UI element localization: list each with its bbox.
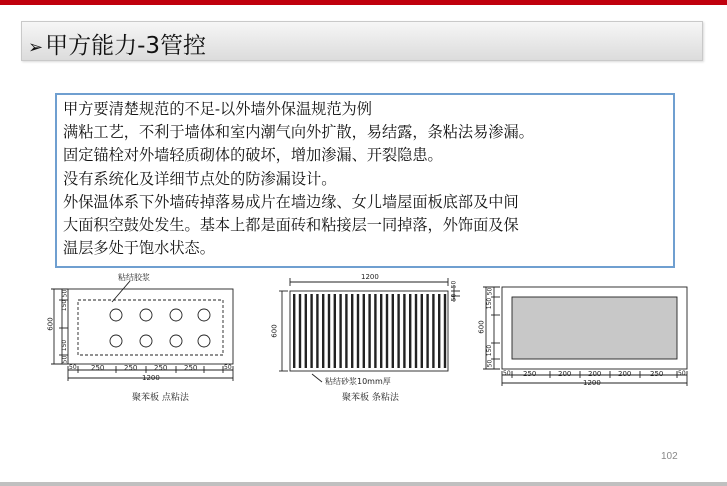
bonding-strip [432,294,434,368]
bonding-strip [328,294,330,368]
bottom-dim: 250 [650,370,664,378]
text-line: 没有系统化及详细节点处的防渗漏设计。 [63,169,337,188]
bottom-dim: 250 [154,364,168,372]
bonding-strip [305,294,307,368]
strip-label: 粘结砂浆10mm厚 [325,377,391,386]
bonding-strip [374,294,376,368]
bonding-strip [357,294,359,368]
bonding-strip [293,294,295,368]
bonding-strip [403,294,405,368]
side-dim: 50 [450,280,458,289]
width-dim: 1200 [361,273,379,281]
title-banner [21,21,703,61]
figure-strip-bonding [270,272,465,412]
width-dim: 1200 [583,379,601,387]
side-dim: 150 [486,344,494,357]
bonding-strip [368,294,370,368]
bottom-rule [0,482,727,486]
text-line: 固定锚栓对外墙轻质砌体的破坏，增加渗漏、开裂隐患。 [63,146,443,165]
bottom-dim: 200 [618,370,632,378]
bonding-strip [299,294,301,368]
page-number: 102 [661,451,678,462]
bonding-strips [293,294,446,368]
bonding-strip [334,294,336,368]
bonding-strip [386,294,388,368]
arrow-bullet-icon: ➢ [28,37,44,58]
slide-title-text: 甲方能力-3管控 [45,33,207,59]
bottom-dim: 50 [678,370,686,377]
bonding-strip [363,294,365,368]
bottom-dim: 200 [588,370,602,378]
text-line: 大面积空鼓处发生。基本上都是面砖和粘接层一同掉落，外饰面及保 [63,216,519,235]
bonding-strip [339,294,341,368]
figure-caption: 聚苯板 点粘法 [132,393,189,403]
bonding-strip [322,294,324,368]
bonding-strip [310,294,312,368]
text-block [55,93,675,268]
side-dim: 50 [486,287,494,296]
side-dim: 50 [486,359,494,368]
bonding-strip [409,294,411,368]
bottom-dim: 250 [523,370,537,378]
height-dim: 600 [477,320,486,334]
text-line: 温层多处于饱水状态。 [63,239,215,258]
bond-label: 粘结胶浆 [118,273,150,282]
width-dim: 1200 [142,374,160,382]
side-dim: 150 [61,299,69,312]
bonding-strip [421,294,423,368]
height-dim: 600 [46,317,55,331]
figure-dot-bonding [48,272,238,412]
side-dim: 50 [61,289,69,298]
side-dim: 150 [486,297,494,310]
text-line: 外保温体系下外墙砖掉落易成片在墙边缘、女儿墙屋面板底部及中间 [63,192,519,211]
bonding-strip [415,294,417,368]
bottom-dim: 50 [224,364,232,371]
bonding-strip [444,294,446,368]
side-dim: 50 [450,293,458,302]
top-accent-bar [0,0,727,5]
bonding-strip [351,294,353,368]
height-dim: 600 [270,324,279,338]
bonding-strip [380,294,382,368]
slide-title [28,27,206,60]
text-line: 满粘工艺，不利于墙体和室内潮气向外扩散，易结露，条粘法易渗漏。 [63,123,534,142]
side-dim: 50 [61,355,69,364]
bottom-dim: 50 [69,364,77,371]
bonding-strip [426,294,428,368]
bonding-strip [345,294,347,368]
bottom-dim: 250 [91,364,105,372]
bottom-dim: 200 [558,370,572,378]
bonding-strip [392,294,394,368]
side-dim: 150 [61,339,69,352]
text-line: 甲方要清楚规范的不足-以外墙外保温规范为例 [63,100,372,118]
bonding-strip [316,294,318,368]
bonding-strip [397,294,399,368]
bottom-dim: 250 [124,364,138,372]
bottom-dim: 50 [503,370,511,377]
bottom-dim: 250 [184,364,198,372]
bonding-strip [438,294,440,368]
figure-full-bonding [478,285,703,395]
figure-caption: 聚苯板 条粘法 [342,393,399,403]
